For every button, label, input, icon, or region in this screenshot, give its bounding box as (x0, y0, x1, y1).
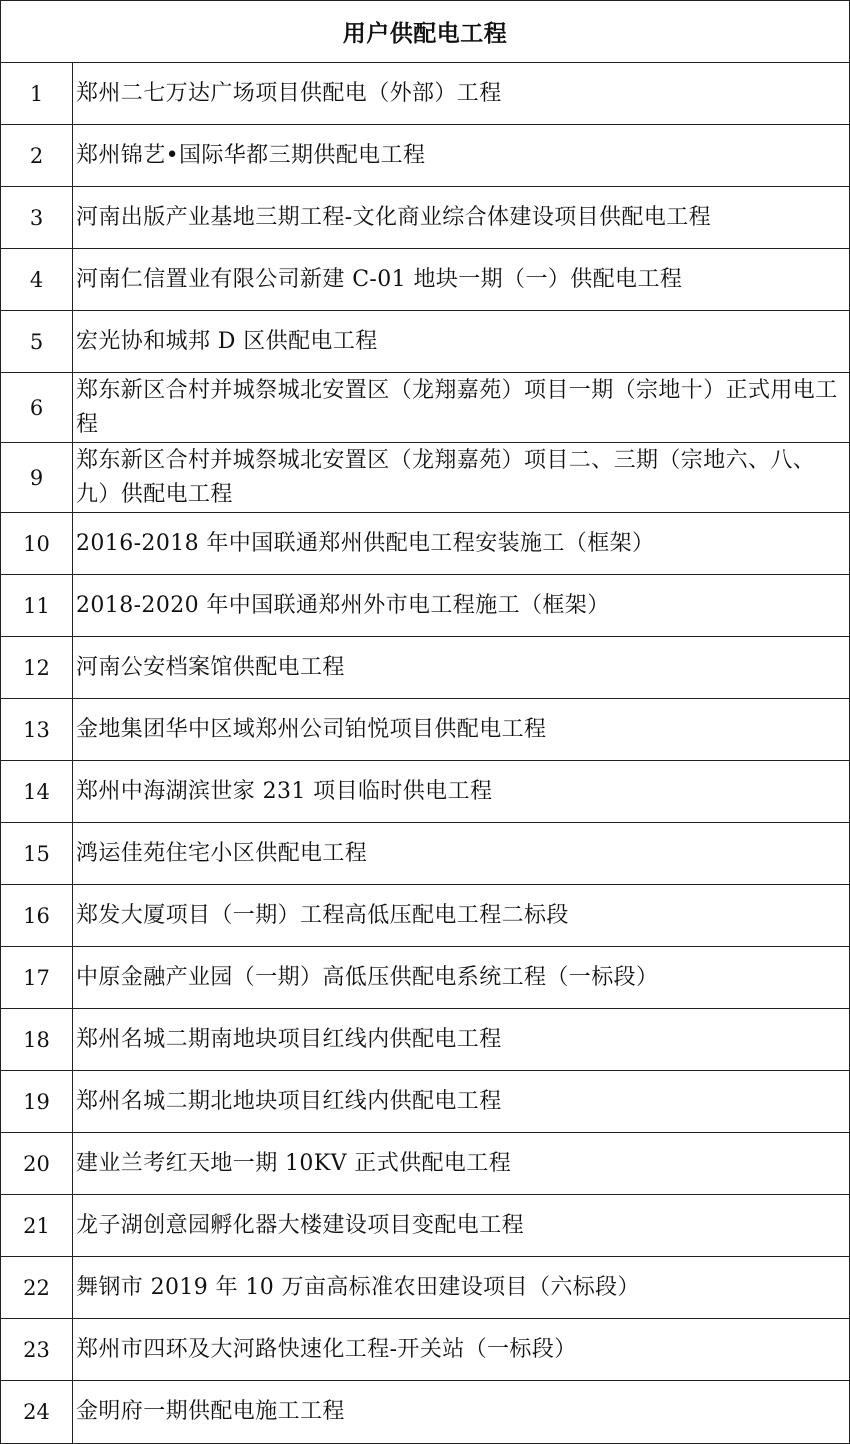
table-row (1, 1009, 849, 1071)
project-name: 郑东新区合村并城祭城北安置区（龙翔嘉苑）项目二、三期（宗地六、八、九）供配电工程 (76, 447, 816, 507)
table-row (1, 885, 849, 947)
table-row (1, 637, 849, 699)
table-row (1, 513, 849, 575)
project-name: 2016-2018 年中国联通郑州供配电工程安装施工（框架） (76, 530, 655, 556)
project-name: 金明府一期供配电施工工程 (76, 1399, 345, 1424)
row-number: 2 (1, 125, 73, 186)
row-number: 22 (1, 1257, 73, 1318)
table-row (1, 1195, 849, 1257)
table-row (1, 249, 849, 311)
table-row (1, 823, 849, 885)
row-number: 13 (1, 699, 73, 760)
table-row (1, 1381, 849, 1443)
table-row (1, 1319, 849, 1381)
row-number: 4 (1, 249, 73, 310)
project-name: 郑州市四环及大河路快速化工程-开关站（一标段） (76, 1336, 577, 1362)
project-name: 2018-2020 年中国联通郑州外市电工程施工（框架） (76, 592, 610, 618)
project-name: 中原金融产业园（一期）高低压供配电系统工程（一标段） (76, 964, 659, 990)
row-number: 18 (1, 1009, 73, 1070)
row-number: 14 (1, 761, 73, 822)
project-name: 河南出版产业基地三期工程-文化商业综合体建设项目供配电工程 (76, 204, 712, 230)
project-name: 鸿运佳苑住宅小区供配电工程 (76, 840, 368, 866)
table-row (1, 1257, 849, 1319)
row-number: 20 (1, 1133, 73, 1194)
table-row (1, 947, 849, 1009)
row-number: 3 (1, 187, 73, 248)
project-name: 郑东新区合村并城祭城北安置区（龙翔嘉苑）项目一期（宗地十）正式用电工程 (76, 377, 838, 437)
table-row (1, 575, 849, 637)
project-name: 河南公安档案馆供配电工程 (76, 654, 345, 680)
table-body (1, 63, 849, 1443)
table-row (1, 1071, 849, 1133)
project-name: 河南仁信置业有限公司新建 C-01 地块一期（一）供配电工程 (76, 266, 683, 292)
row-number: 6 (1, 373, 73, 442)
table-row (1, 63, 849, 125)
row-number: 21 (1, 1195, 73, 1256)
row-number: 11 (1, 575, 73, 636)
table-row (1, 373, 849, 443)
table-header: 用户供配电工程 (1, 0, 849, 63)
table-row (1, 699, 849, 761)
row-number: 23 (1, 1319, 73, 1380)
project-name: 郑州中海湖滨世家 231 项目临时供电工程 (76, 778, 493, 804)
row-number: 17 (1, 947, 73, 1008)
row-number: 24 (1, 1381, 73, 1443)
project-name: 郑州二七万达广场项目供配电（外部）工程 (76, 80, 502, 106)
table-row (1, 311, 849, 373)
project-name: 郑州名城二期北地块项目红线内供配电工程 (76, 1088, 502, 1114)
table-row (1, 761, 849, 823)
table-row (1, 187, 849, 249)
project-name: 龙子湖创意园孵化器大楼建设项目变配电工程 (76, 1212, 525, 1238)
project-name: 建业兰考红天地一期 10KV 正式供配电工程 (76, 1150, 512, 1176)
table-row (1, 443, 849, 513)
table-row (1, 1133, 849, 1195)
row-number: 15 (1, 823, 73, 884)
row-number: 5 (1, 311, 73, 372)
row-number: 12 (1, 637, 73, 698)
project-name: 郑州锦艺•国际华都三期供配电工程 (76, 142, 426, 168)
project-name: 宏光协和城邦 D 区供配电工程 (76, 328, 378, 354)
row-number: 1 (1, 63, 73, 124)
project-name: 郑发大厦项目（一期）工程高低压配电工程二标段 (76, 902, 569, 928)
project-name: 郑州名城二期南地块项目红线内供配电工程 (76, 1026, 502, 1052)
project-name: 舞钢市 2019 年 10 万亩高标准农田建设项目（六标段） (76, 1274, 640, 1300)
row-number: 16 (1, 885, 73, 946)
row-number: 9 (1, 443, 73, 512)
row-number: 19 (1, 1071, 73, 1132)
table-row (1, 125, 849, 187)
row-number: 10 (1, 513, 73, 574)
project-name: 金地集团华中区域郑州公司铂悦项目供配电工程 (76, 716, 547, 742)
